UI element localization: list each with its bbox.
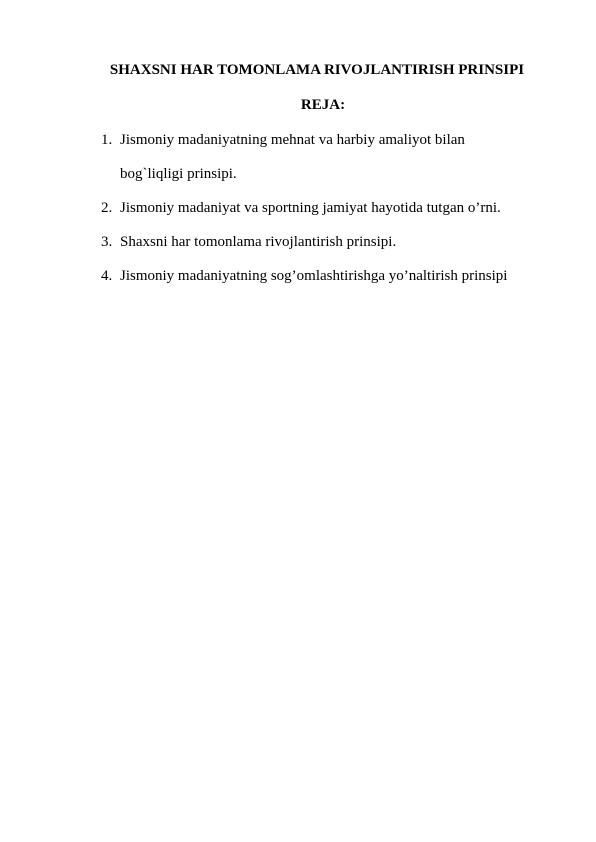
plan-item-number: 4. [101,268,113,284]
plan-item-3 [101,232,571,252]
plan-item-text: Jismoniy madaniyat va sportning jamiyat hayotida tutgan o’rni. [120,200,501,216]
plan-item-1 [101,130,571,184]
plan-item-2 [101,198,571,218]
plan-item-text-continuation: bog`liqligi prinsipi. [120,166,237,182]
document-title: SHAXSNI HAR TOMONLAMA RIVOJLANTIRISH PRINSIPI [109,62,525,78]
plan-item-number: 3. [101,234,113,250]
plan-item-4 [101,266,571,286]
plan-item-number: 1. [101,132,113,148]
plan-heading: REJA: [300,97,346,113]
plan-list [101,130,571,300]
plan-item-text: Jismoniy madaniyatning sog’omlashtirishga yo’naltirish prinsipi [120,268,508,284]
plan-item-text: Jismoniy madaniyatning mehnat va harbiy amaliyot bilan [120,132,465,148]
plan-item-text: Shaxsni har tomonlama rivojlantirish prinsipi. [120,234,397,250]
plan-item-number: 2. [101,200,113,216]
